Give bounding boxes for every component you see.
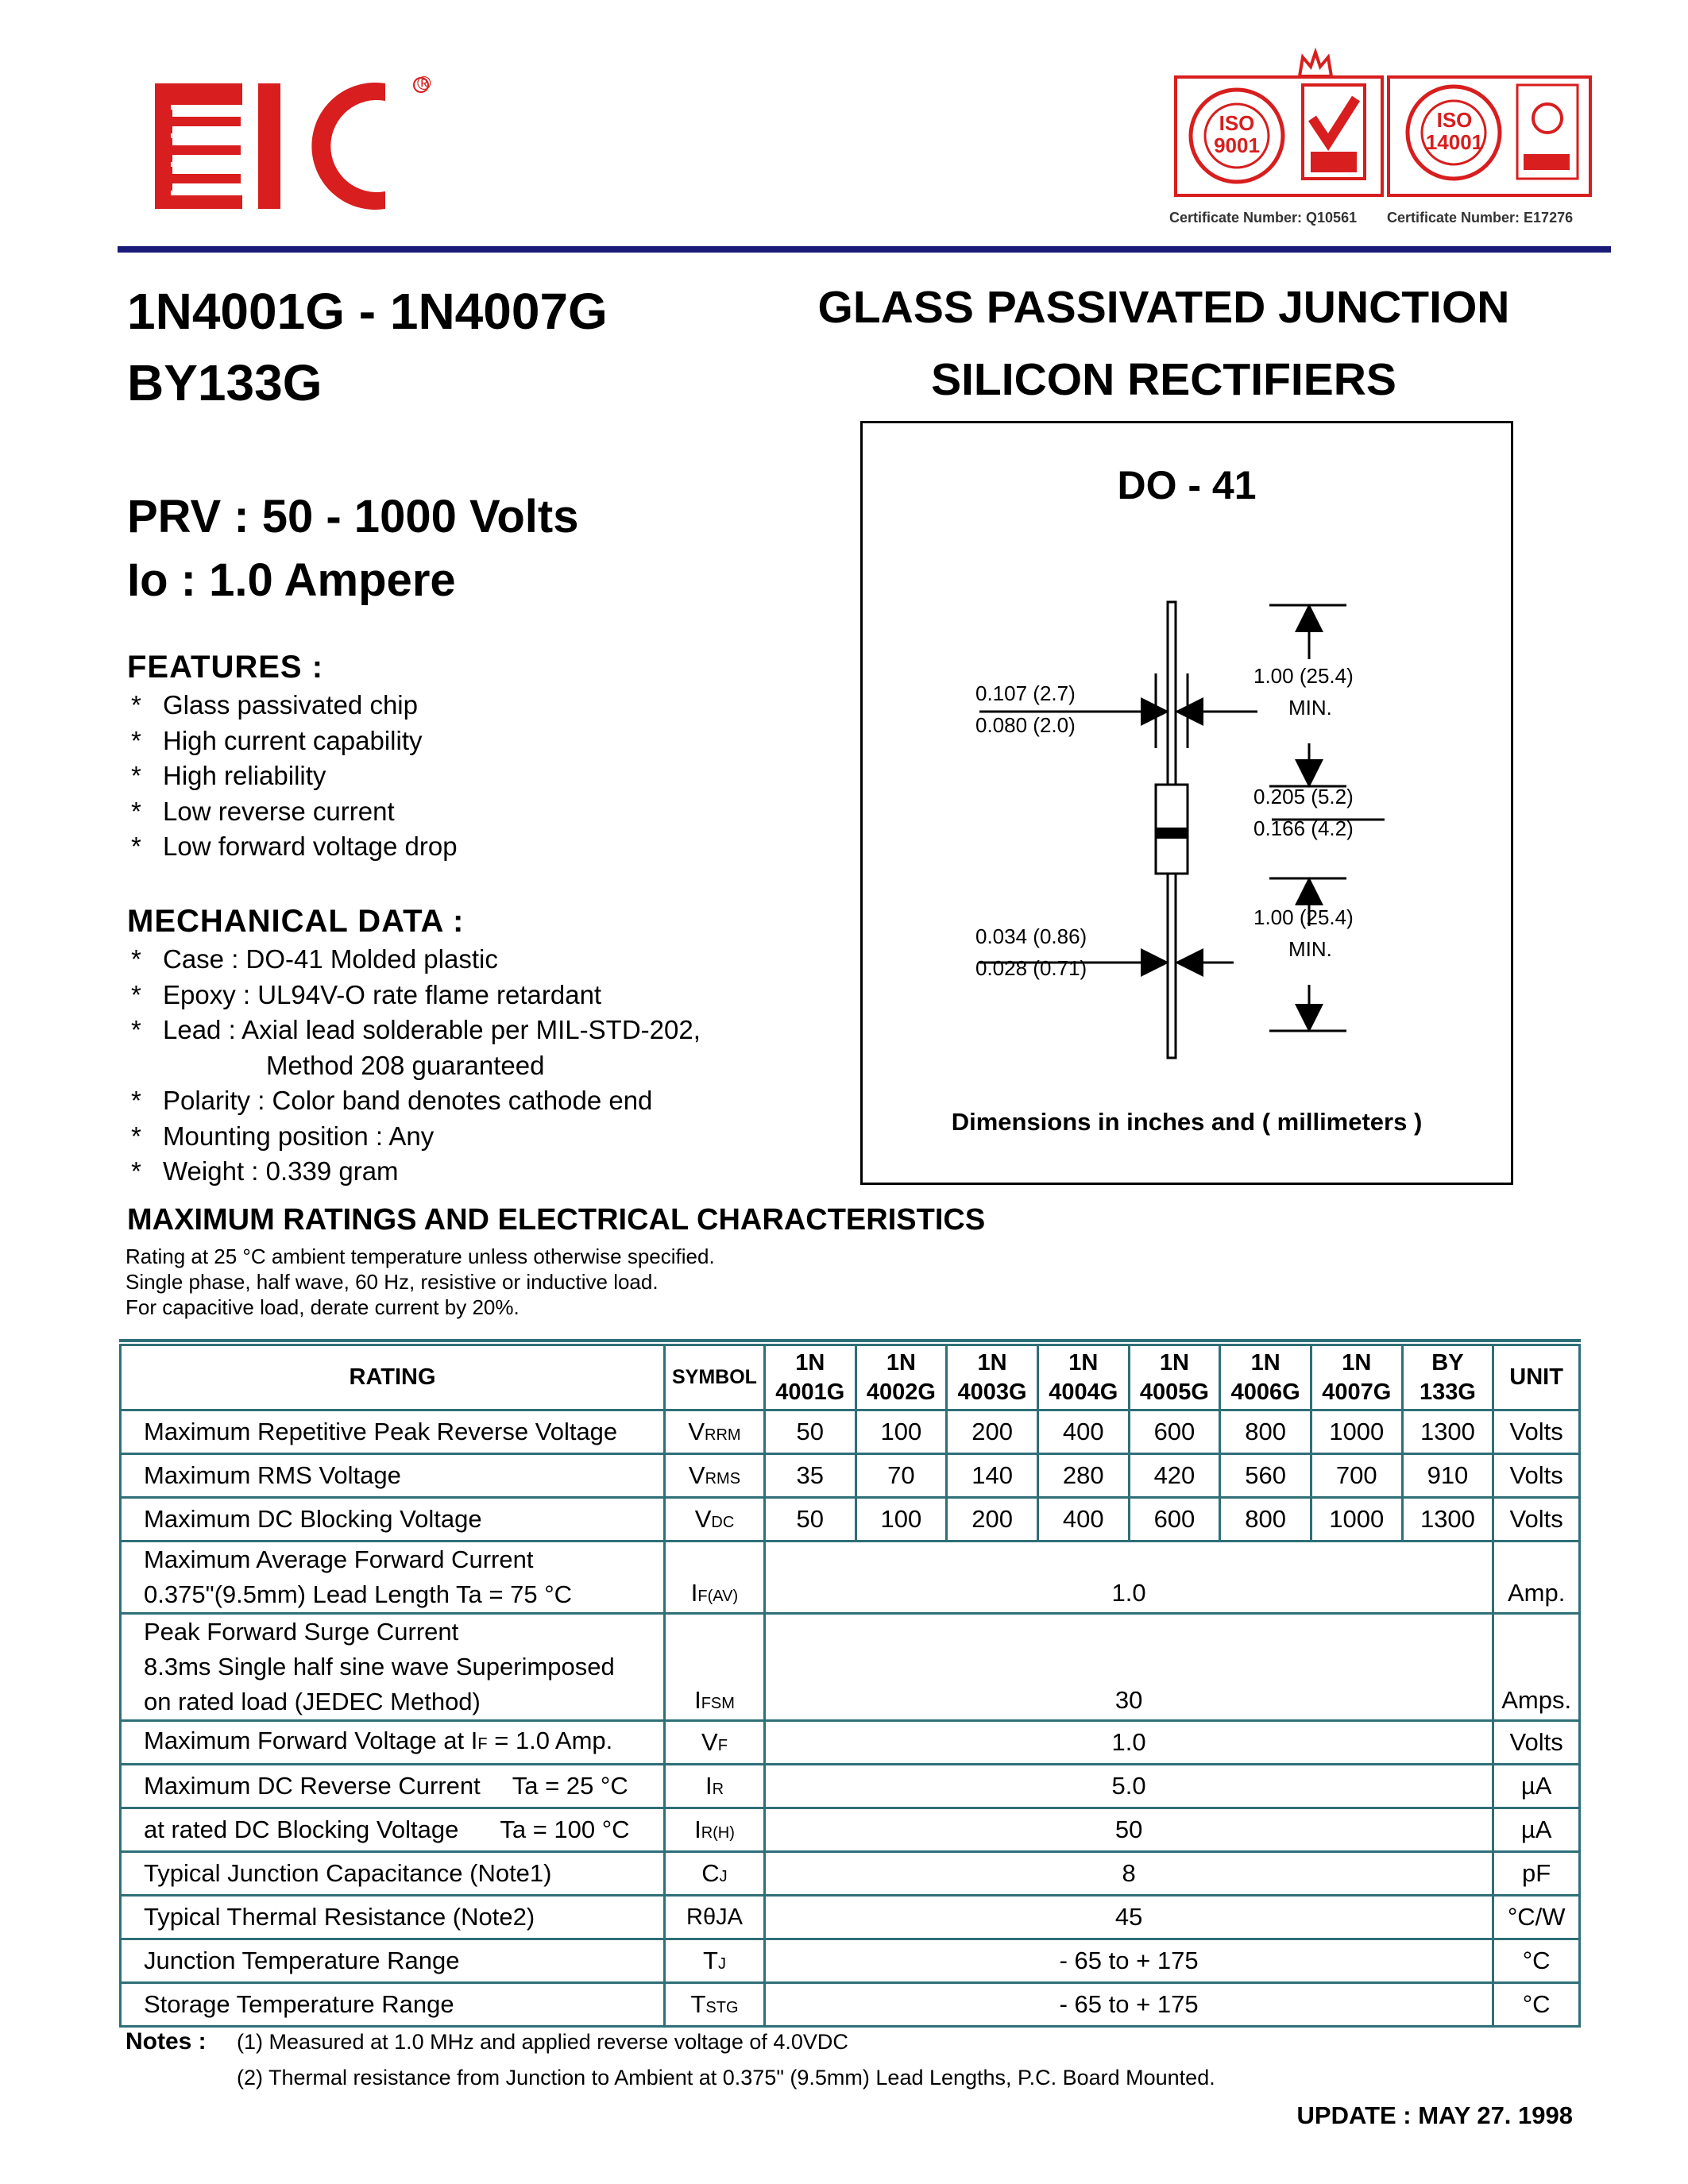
- prv-spec: PRV : 50 - 1000 Volts: [127, 491, 579, 542]
- dim-lead-dia-min: 0.080 (2.0): [975, 713, 1076, 737]
- cert-caption-9001: Certificate Number: Q10561: [1169, 210, 1358, 226]
- dim-min-top: MIN.: [1288, 696, 1332, 720]
- symbol-cell: RθJA: [665, 1896, 765, 1939]
- do41-diagram: [860, 421, 1513, 1185]
- value-cell: 800: [1220, 1498, 1311, 1542]
- dim-body-len-max: 0.205 (5.2): [1253, 785, 1354, 808]
- value-cell: 1300: [1402, 1410, 1493, 1454]
- value-cell: 140: [947, 1454, 1038, 1498]
- header-rating: RATING: [121, 1345, 665, 1410]
- param-label: Typical Junction Capacitance (Note1): [121, 1852, 665, 1896]
- iso14001-badge: ISO 14001: [1425, 108, 1484, 154]
- param-label: Maximum RMS Voltage: [121, 1454, 665, 1498]
- value-cell: 5.0: [764, 1765, 1493, 1808]
- list-item: * Glass passivated chip: [131, 690, 418, 720]
- value-cell: - 65 to + 175: [764, 1939, 1493, 1983]
- table-top-rule: [119, 1339, 1581, 1342]
- features-list: [131, 688, 458, 865]
- symbol-cell: IFSM: [665, 1614, 765, 1721]
- symbol-cell: TJ: [665, 1939, 765, 1983]
- value-cell: 8: [764, 1852, 1493, 1896]
- list-item: * Case : DO-41 Molded plastic: [131, 944, 498, 974]
- table-row: [121, 1808, 1580, 1852]
- table-row: [121, 1542, 1580, 1614]
- table-row: [121, 1614, 1580, 1721]
- value-cell: 1.0: [764, 1542, 1493, 1614]
- symbol-cell: VDC: [665, 1498, 765, 1542]
- registered-mark: ®: [417, 73, 431, 95]
- value-cell: 560: [1220, 1454, 1311, 1498]
- features-heading: FEATURES :: [127, 650, 324, 685]
- header-part: 1N 4002G: [856, 1345, 947, 1410]
- symbol-cell: VRMS: [665, 1454, 765, 1498]
- header-part: 1N 4004G: [1037, 1345, 1129, 1410]
- dimensions-note: Dimensions in inches and ( millimeters ): [951, 1108, 1423, 1136]
- part-number-title: 1N4001G - 1N4007G: [127, 283, 608, 340]
- symbol-cell: CJ: [665, 1852, 765, 1896]
- header-part: 1N 4005G: [1129, 1345, 1220, 1410]
- value-cell: 100: [856, 1498, 947, 1542]
- header-part: 1N 4006G: [1220, 1345, 1311, 1410]
- value-cell: 200: [947, 1498, 1038, 1542]
- list-item: * Low reverse current: [131, 796, 395, 826]
- io-spec: Io : 1.0 Ampere: [127, 554, 456, 606]
- notes-label: Notes :: [126, 2028, 207, 2055]
- unit-cell: Volts: [1493, 1410, 1580, 1454]
- ratings-heading: MAXIMUM RATINGS AND ELECTRICAL CHARACTERISTICS: [127, 1203, 986, 1237]
- value-cell: 50: [764, 1498, 856, 1542]
- list-item-continuation: Method 208 guaranteed: [266, 1050, 545, 1080]
- dim-body-len-min: 0.166 (4.2): [1253, 816, 1354, 840]
- iso9001-cert: [1174, 75, 1384, 197]
- table-header-row: [121, 1345, 1580, 1410]
- eic-logo: [147, 75, 457, 218]
- table-row: [121, 1896, 1580, 1939]
- list-item: * High current capability: [131, 725, 423, 755]
- list-item: * Epoxy : UL94V-O rate flame retardant: [131, 979, 602, 1009]
- mechanical-heading: MECHANICAL DATA :: [127, 904, 465, 939]
- description-line-2: SILICON RECTIFIERS: [931, 354, 1396, 405]
- value-cell: 70: [856, 1454, 947, 1498]
- dim-wire-dia-min: 0.028 (0.71): [975, 956, 1087, 980]
- header-part: 1N 4007G: [1311, 1345, 1402, 1410]
- unit-cell: Volts: [1493, 1498, 1580, 1542]
- table-row: [121, 1983, 1580, 2027]
- mechanical-list: [131, 942, 701, 1190]
- table-row: [121, 1765, 1580, 1808]
- value-cell: 700: [1311, 1454, 1402, 1498]
- param-label: Maximum Repetitive Peak Reverse Voltage: [121, 1410, 665, 1454]
- description-line-1: GLASS PASSIVATED JUNCTION: [817, 282, 1510, 333]
- condition-line: Rating at 25 °C ambient temperature unless otherwise specified.: [126, 1244, 715, 1268]
- note-2: (2) Thermal resistance from Junction to Ambient at 0.375" (9.5mm) Lead Lengths, P.C. Board Mounted.: [237, 2066, 1215, 2089]
- value-cell: 910: [1402, 1454, 1493, 1498]
- part-number-title-2: BY133G: [127, 354, 323, 411]
- list-item: * Low forward voltage drop: [131, 832, 458, 861]
- unit-cell: °C: [1493, 1939, 1580, 1983]
- param-label: Typical Thermal Resistance (Note2): [121, 1896, 665, 1939]
- value-cell: 600: [1129, 1410, 1220, 1454]
- unit-cell: Volts: [1493, 1721, 1580, 1765]
- table-row: [121, 1410, 1580, 1454]
- value-cell: 50: [764, 1808, 1493, 1852]
- unit-cell: Amps.: [1493, 1614, 1580, 1721]
- value-cell: 400: [1037, 1498, 1129, 1542]
- value-cell: 50: [764, 1410, 856, 1454]
- list-item: * Lead : Axial lead solderable per MIL-STD-202,: [131, 1015, 701, 1044]
- value-cell: 1000: [1311, 1410, 1402, 1454]
- iso14001-cert: [1387, 75, 1592, 197]
- note-1: (1) Measured at 1.0 MHz and applied reverse voltage of 4.0VDC: [237, 2030, 848, 2054]
- symbol-cell: VF: [665, 1721, 765, 1765]
- unit-cell: pF: [1493, 1852, 1580, 1896]
- list-item: * High reliability: [131, 761, 326, 790]
- value-cell: 400: [1037, 1410, 1129, 1454]
- unit-cell: µA: [1493, 1808, 1580, 1852]
- header-part: 1N 4001G: [764, 1345, 856, 1410]
- list-item: * Mounting position : Any: [131, 1121, 435, 1151]
- param-label: Maximum DC Blocking Voltage: [121, 1498, 665, 1542]
- rating-conditions: [126, 1244, 715, 1320]
- value-cell: - 65 to + 175: [764, 1983, 1493, 2027]
- value-cell: 1000: [1311, 1498, 1402, 1542]
- dim-lead-length-bottom: 1.00 (25.4): [1253, 905, 1354, 929]
- symbol-cell: VRRM: [665, 1410, 765, 1454]
- table-row: [121, 1721, 1580, 1765]
- header-rule: [118, 246, 1611, 253]
- unit-cell: °C: [1493, 1983, 1580, 2027]
- symbol-cell: IR: [665, 1765, 765, 1808]
- symbol-cell: TSTG: [665, 1983, 765, 2027]
- value-cell: 35: [764, 1454, 856, 1498]
- dim-wire-dia-max: 0.034 (0.86): [975, 924, 1087, 948]
- table-row: [121, 1454, 1580, 1498]
- dim-min-bottom: MIN.: [1288, 937, 1332, 961]
- param-label: Maximum Forward Voltage at IF = 1.0 Amp.: [121, 1721, 665, 1765]
- unit-cell: Amp.: [1493, 1542, 1580, 1614]
- param-label: Maximum DC Reverse Current Ta = 25 °C: [121, 1765, 665, 1808]
- symbol-cell: IR(H): [665, 1808, 765, 1852]
- header-symbol: SYMBOL: [665, 1345, 765, 1410]
- unit-cell: °C/W: [1493, 1896, 1580, 1939]
- table-row: [121, 1852, 1580, 1896]
- dim-lead-dia-max: 0.107 (2.7): [975, 681, 1076, 705]
- header-part: 1N 4003G: [947, 1345, 1038, 1410]
- value-cell: 30: [764, 1614, 1493, 1721]
- list-item: * Polarity : Color band denotes cathode end: [131, 1086, 653, 1115]
- param-label: Peak Forward Surge Current 8.3ms Single half sine wave Superimposed on rated load (JEDEC Method): [121, 1614, 665, 1721]
- value-cell: 1.0: [764, 1721, 1493, 1765]
- param-label: Storage Temperature Range: [121, 1983, 665, 2027]
- condition-line: Single phase, half wave, 60 Hz, resistive or inductive load.: [126, 1270, 659, 1294]
- header-part: BY 133G: [1402, 1345, 1493, 1410]
- table-row: [121, 1939, 1580, 1983]
- header-unit: UNIT: [1493, 1345, 1580, 1410]
- value-cell: 420: [1129, 1454, 1220, 1498]
- package-title: DO - 41: [1117, 463, 1257, 507]
- param-label: at rated DC Blocking Voltage Ta = 100 °C: [121, 1808, 665, 1852]
- update-date: UPDATE : MAY 27. 1998: [1296, 2101, 1573, 2129]
- value-cell: 800: [1220, 1410, 1311, 1454]
- param-label: Maximum Average Forward Current 0.375"(9.5mm) Lead Length Ta = 75 °C: [121, 1542, 665, 1614]
- value-cell: 600: [1129, 1498, 1220, 1542]
- table-row: [121, 1498, 1580, 1542]
- crown-icon: [1296, 48, 1335, 79]
- value-cell: 100: [856, 1410, 947, 1454]
- iso9001-badge: ISO 9001: [1214, 111, 1260, 157]
- list-item: * Weight : 0.339 gram: [131, 1156, 399, 1186]
- cert-caption-14001: Certificate Number: E17276: [1387, 210, 1574, 226]
- symbol-cell: IF(AV): [665, 1542, 765, 1614]
- unit-cell: Volts: [1493, 1454, 1580, 1498]
- unit-cell: µA: [1493, 1765, 1580, 1808]
- value-cell: 280: [1037, 1454, 1129, 1498]
- param-label: Junction Temperature Range: [121, 1939, 665, 1983]
- value-cell: 45: [764, 1896, 1493, 1939]
- value-cell: 200: [947, 1410, 1038, 1454]
- condition-line: For capacitive load, derate current by 20%.: [126, 1295, 520, 1319]
- value-cell: 1300: [1402, 1498, 1493, 1542]
- ratings-table: [119, 1344, 1581, 2028]
- dim-lead-length-top: 1.00 (25.4): [1253, 664, 1354, 688]
